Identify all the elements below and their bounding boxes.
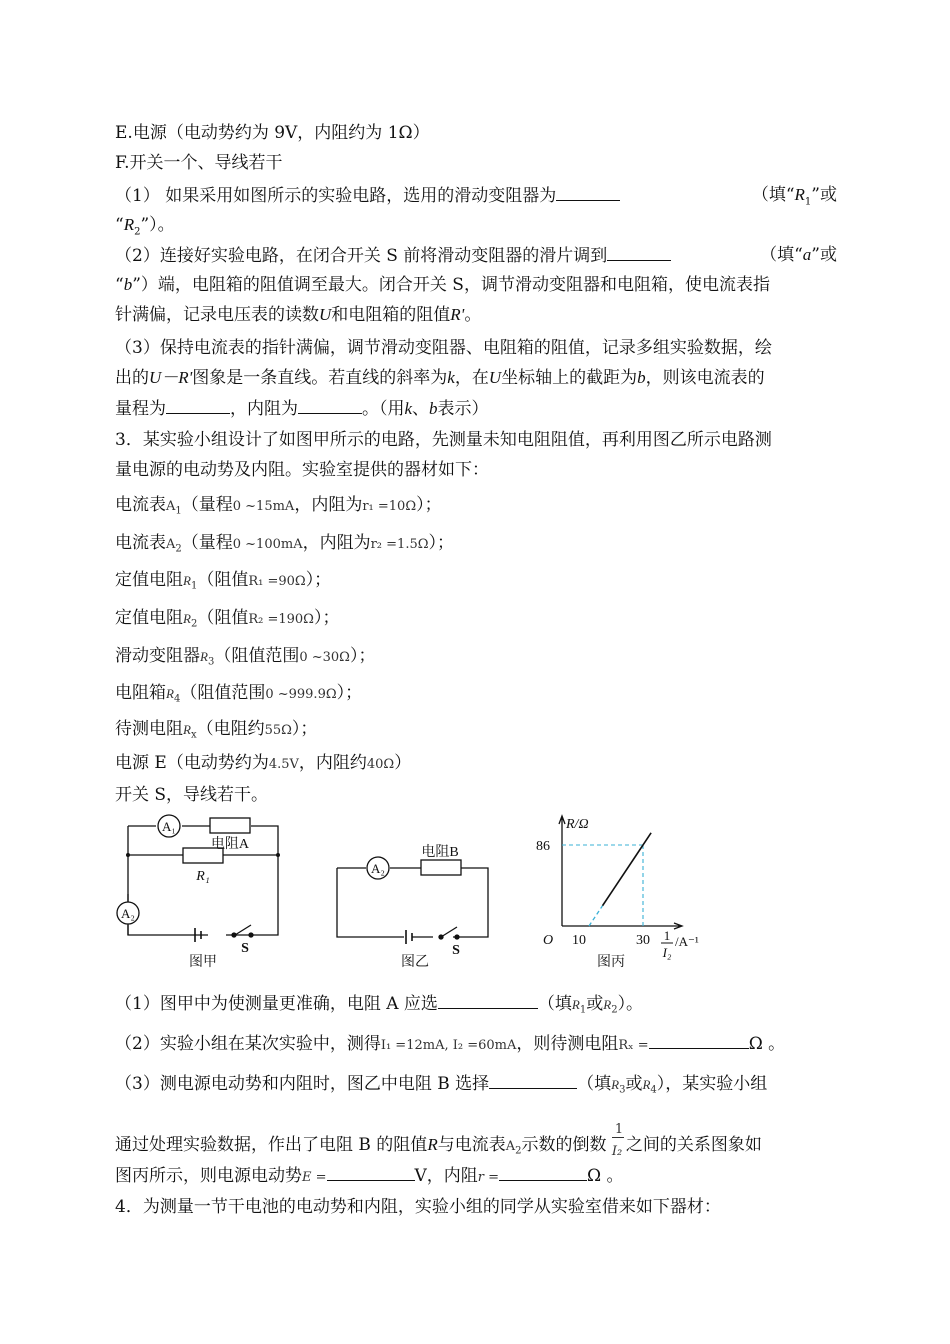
caption-fig-jia: 图甲	[189, 955, 217, 970]
label-resistor-a: 电阻A	[210, 837, 250, 852]
chart-ylabel: R/Ω	[566, 817, 589, 832]
label-switch-s: S	[452, 943, 460, 958]
q2-part1-line1: （1） 如果采用如图所示的实验电路，选用的滑动变阻器为 （填“$R_1$”或	[115, 182, 837, 215]
answer-blank[interactable]	[489, 1070, 577, 1089]
caption-fig-yi: 图乙	[401, 955, 429, 970]
answer-blank[interactable]	[607, 242, 671, 261]
q3-sub3-line2: 通过处理实验数据，作出了电阻 B 的阻值R与电流表$A_2$示数的倒数 $\frac{1}{\text{I₂}}$ 之间的关系图象如	[115, 1132, 762, 1165]
chart-xlabel-den: I₂	[662, 945, 672, 960]
label-r1: R₁	[196, 869, 210, 884]
label-a1: A₁	[162, 819, 176, 834]
resistor-a	[210, 818, 250, 833]
answer-blank[interactable]	[499, 1162, 587, 1181]
equipment-item: 电阻箱$R_4$（阻值范围0 ~999.9Ω）；	[115, 683, 363, 705]
q2-part3-line1: （3）保持电流表的指针满偏，调节滑动变阻器、电阻箱的阻值，记录多组实验数据，绘	[115, 338, 772, 358]
fit-line-extrapolation	[589, 906, 603, 926]
option-f: F.开关一个、导线若干	[115, 153, 283, 173]
figure-bing-chart	[559, 816, 682, 929]
resistor-b	[421, 860, 461, 875]
answer-blank[interactable]	[649, 1030, 749, 1049]
chart-origin: O	[543, 933, 554, 948]
q2-part2-line3: 针满偏，记录电压表的读数U和电阻箱的阻值R'。	[115, 305, 482, 325]
guide-lines	[562, 845, 643, 926]
chart-xtick-10: 10	[572, 933, 586, 948]
label-switch-s: S	[241, 941, 249, 956]
answer-blank[interactable]	[556, 182, 620, 201]
q3-sub3-line3: 图丙所示，则电源电动势E = V，内阻r = Ω 。	[115, 1162, 624, 1191]
q3-sub3-line1: （3）测电源电动势和内阻时，图乙中电阻 B 选择 （填$R_3$或$R_4$），某实验小组	[115, 1070, 767, 1104]
equipment-item: 电流表$A_1$（量程0 ~15mA，内阻为r₁ =10Ω）；	[115, 495, 442, 517]
equipment-item: 待测电阻$R_x$（电阻约55Ω）；	[115, 719, 318, 741]
fit-line	[603, 833, 652, 906]
q2-part2-line1: （2）连接好实验电路，在闭合开关 S 前将滑动变阻器的滑片调到 （填“a”或	[115, 242, 837, 269]
q4-intro: 4．为测量一节干电池的电动势和内阻，实验小组的同学从实验室借来如下器材：	[115, 1197, 721, 1217]
chart-ytick-86: 86	[536, 839, 550, 854]
label-resistor-b: 电阻B	[421, 845, 459, 860]
q3-sub2: （2）实验小组在某次实验中，测得I₁ =12mA, I₂ =60mA，则待测电阻Rₓ = Ω 。	[115, 1030, 785, 1059]
q2-part2-line2: “b”）端，电阻箱的阻值调至最大。闭合开关 S，调节滑动变阻器和电阻箱，使电流表指	[115, 275, 770, 295]
option-e: E.电源（电动势约为 9V，内阻约为 1Ω）	[115, 123, 430, 143]
label-a2: A₂	[371, 861, 385, 876]
equipment-item: 定值电阻$R_2$（阻值R₂ =190Ω）；	[115, 608, 340, 630]
q2-part3-line3: 量程为 ，内阻为 。（用k、b表示）	[115, 395, 489, 422]
q3-intro-line1: 3．某实验小组设计了如图甲所示的电路，先测量未知电阻阻值，再利用图乙所示电路测	[115, 430, 772, 450]
answer-blank[interactable]	[166, 395, 230, 414]
answer-blank[interactable]	[298, 395, 362, 414]
answer-blank[interactable]	[438, 990, 538, 1009]
q3-intro-line2: 量电源的电动势及内阻。实验室提供的器材如下：	[115, 460, 489, 480]
battery-icon	[406, 930, 412, 944]
chart-xlabel-num: 1	[663, 928, 671, 943]
y-axis	[559, 816, 565, 926]
equipment-item: 电源 E（电动势约为4.5V，内阻约40Ω）	[115, 753, 412, 773]
q3-sub1: （1）图甲中为使测量更准确，电阻 A 应选 （填$R_1$或$R_2$）。	[115, 990, 643, 1024]
caption-fig-bing: 图丙	[597, 955, 625, 970]
switch-line: 开关 S，导线若干。	[115, 785, 269, 805]
fraction-1-over-i2: $\frac{1}{\text{I₂}}$	[611, 1121, 624, 1159]
equipment-item: 滑动变阻器$R_3$（阻值范围0 ~30Ω）；	[115, 646, 376, 668]
q2-part1-line2: “$R_2$”）。	[115, 215, 175, 238]
circuit-figures	[115, 812, 735, 982]
figure-yi	[337, 857, 488, 944]
q2-part3-line2: 出的U－R'图象是一条直线。若直线的斜率为k，在U坐标轴上的截距为b，则该电流表的	[115, 368, 765, 388]
equipment-item: 电流表$A_2$（量程0 ~100mA，内阻为r₂ =1.5Ω）；	[115, 533, 454, 555]
chart-xtick-30: 30	[636, 933, 650, 948]
label-a2: A₂	[121, 906, 135, 921]
chart-xlabel-unit: /A⁻¹	[675, 934, 699, 949]
answer-blank[interactable]	[327, 1162, 415, 1181]
equipment-item: 定值电阻$R_1$（阻值R₁ =90Ω）；	[115, 570, 332, 592]
